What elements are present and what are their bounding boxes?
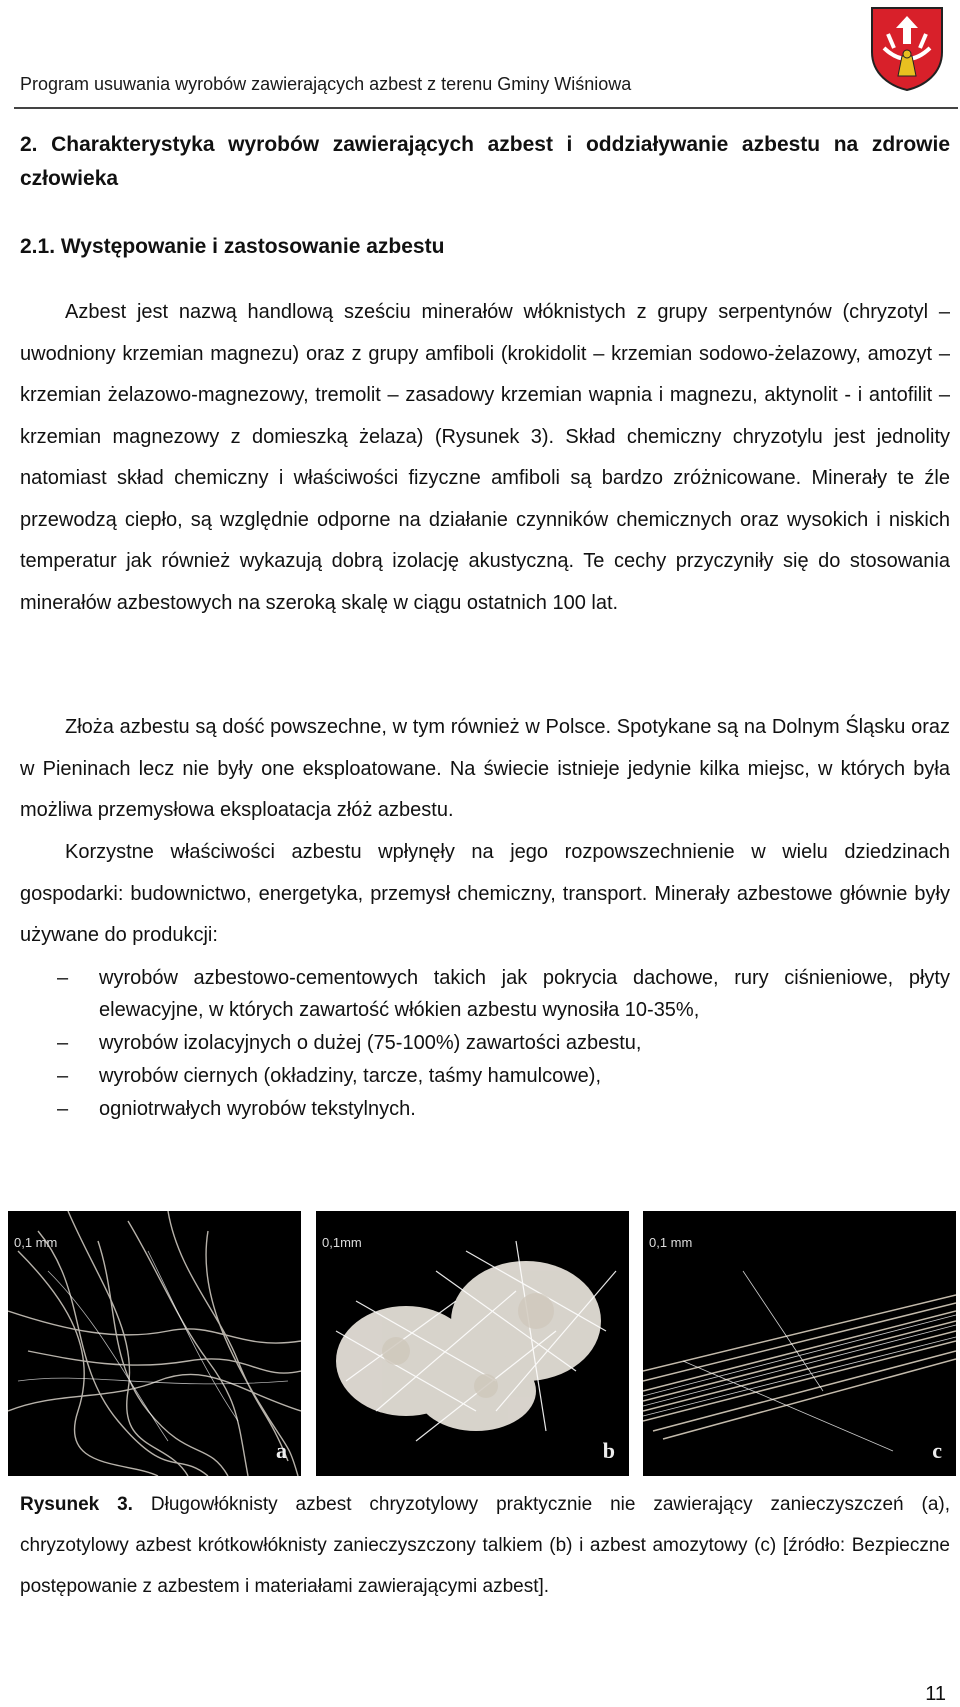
figure-caption [20, 1484, 950, 1607]
list-item: – wyrobów ciernych (okładziny, tarcze, taśmy hamulcowe), [20, 1060, 950, 1092]
list-item: – wyrobów izolacyjnych o dużej (75-100%) zawartości azbestu, [20, 1027, 950, 1059]
scale-label: 0,1mm [322, 1235, 362, 1250]
photo-letter: a [276, 1438, 287, 1463]
page-number: 11 [925, 1683, 946, 1705]
paragraph-2: Złoża azbestu są dość powszechne, w tym również w Polsce. Spotykane są na Dolnym Śląsku oraz w Pieninach lecz nie były one eksploatowane. Na świecie istnieje jedynie kilka miejsc, w których była możliwa przemysłowa eksploatacja złóż azbestu. [20, 716, 950, 821]
photo-amosite [643, 1211, 956, 1476]
caption-label: Rysunek 3. [20, 1494, 133, 1515]
caption-text: Długowłóknisty azbest chryzotylowy praktycznie nie zawierający zanieczyszczeń (a), chryzotylowy azbest krótkowłóknisty zanieczyszczony talkiem (b) i azbest amozytowy (c) [źródło: Bezpieczne postępowanie z azbestem i materiałami zawierającymi azbest]. [20, 1494, 950, 1597]
list-item: – ogniotrwałych wyrobów tekstylnych. [20, 1093, 950, 1125]
scale-label: 0,1 mm [14, 1235, 58, 1250]
photo-letter: c [932, 1438, 942, 1463]
uses-list [20, 962, 950, 1126]
coat-of-arms-icon [868, 4, 946, 92]
dash-bullet: – [57, 1032, 69, 1054]
dash-bullet: – [57, 1065, 69, 1087]
dash-bullet: – [57, 1098, 69, 1120]
paragraph-1: Azbest jest nazwą handlową sześciu minerałów włóknistych z grupy serpentynów (chryzotyl – uwodniony krzemian magnezu) oraz z grupy amfiboli (krokidolit – krzemian sodowo-żelazowy, amozyt – krzemian żelazowo-magnezowy, tremolit – zasadowy krzemian wapnia i magnezu, aktynolit - i antofilit – krzemian magnezowy z domieszką żelaza) (Rysunek 3). Skład chemiczny chryzotylu jest jednolity natomiast skład chemiczny i właściwości fizyczne amfiboli są bardzo zróżnicowane. Minerały te źle przewodzą ciepło, są względnie odporne na działanie czynników chemicznych oraz wysokich i niskich temperatur jak również wykazują dobrą izolację akustyczną. Te cechy przyczyniły się do stosowania minerałów azbestowych na szeroką skalę w ciągu ostatnich 100 lat. [20, 301, 950, 614]
paragraph-3: Korzystne właściwości azbestu wpłynęły na jego rozpowszechnienie w wielu dziedzinach gospodarki: budownictwo, energetyka, przemysł chemiczny, transport. Minerały azbestowe głównie były używane do produkcji: [20, 841, 950, 946]
section-heading: 2. Charakterystyka wyrobów zawierających azbest i oddziaływanie azbestu na zdrowie człowieka [20, 133, 950, 190]
scale-label: 0,1 mm [649, 1235, 693, 1250]
list-item: – wyrobów azbestowo-cementowych takich jak pokrycia dachowe, rury ciśnieniowe, płyty elewacyjne, w których zawartość włókien azbestu wynosiła 10-35%, [20, 962, 950, 1026]
running-header: Program usuwania wyrobów zawierających azbest z terenu Gminy Wiśniowa [20, 74, 632, 94]
header-rule [14, 107, 958, 109]
photo-chrysotile-long-fibre [8, 1211, 301, 1476]
dash-bullet: – [57, 967, 69, 989]
photo-chrysotile-short-fibre [316, 1211, 629, 1476]
photo-letter: b [602, 1438, 615, 1463]
figure-photos [8, 1211, 956, 1476]
subsection-heading: 2.1. Występowanie i zastosowanie azbestu [20, 235, 445, 258]
